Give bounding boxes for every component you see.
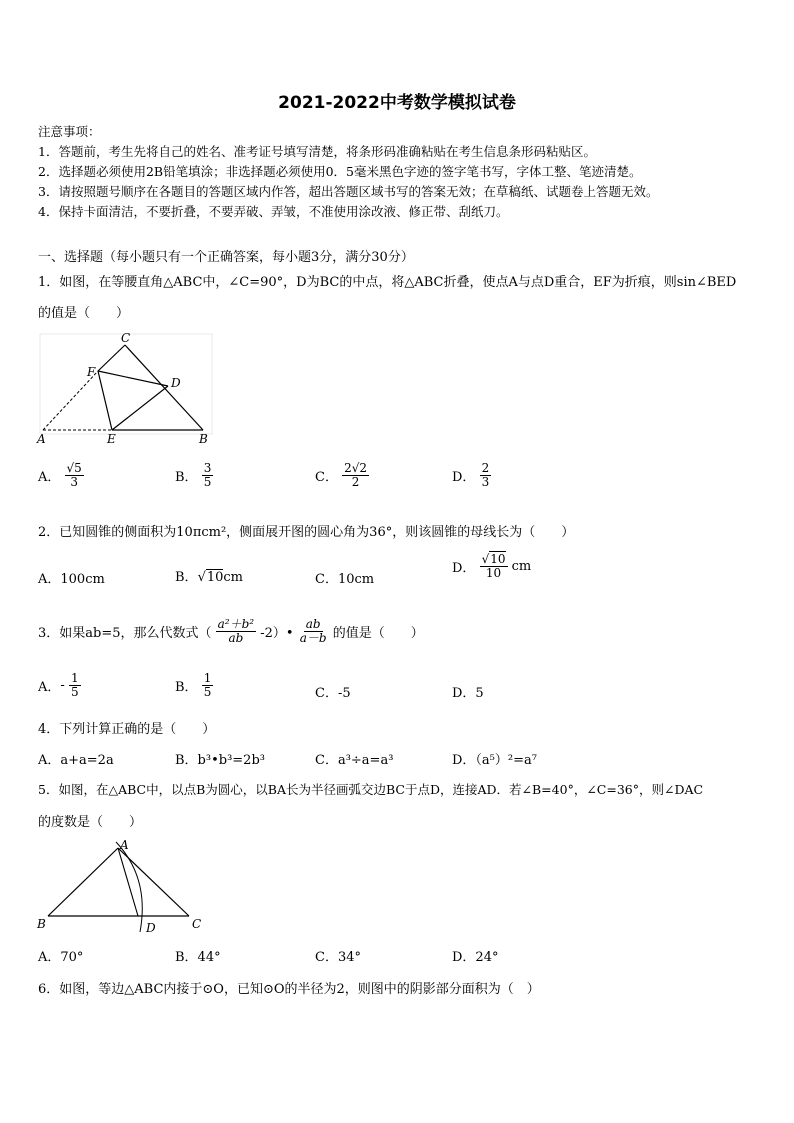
q1-option-a-label: A． — [38, 470, 61, 486]
q5-label-a: A — [120, 838, 129, 852]
q3-fraction-2 — [298, 618, 329, 645]
q1-option-d — [452, 462, 491, 489]
q2-option-d-label: D． — [452, 561, 476, 577]
q1-option-c-num: 2√2 — [344, 461, 368, 475]
q3-option-a — [38, 672, 81, 699]
q1-option-d-fraction — [480, 462, 492, 489]
q1-option-b — [175, 462, 213, 489]
section-heading: 一、选择题（每小题只有一个正确答案，每小题3分，满分30分） — [38, 250, 414, 265]
q1-option-c-den: 2 — [351, 475, 360, 490]
q5-label-b: B — [37, 917, 46, 931]
q2-option-b — [175, 566, 243, 585]
q4-option-b: B．b³•b³=2b³ — [175, 753, 265, 768]
q5-stem-line1: 5．如图，在△ABC中，以点B为圆心，以BA长为半径画弧交边BC于点D，连接AD．若∠B=40°，∠C=36°，则∠DAC — [38, 782, 704, 797]
q2-option-d — [452, 553, 531, 580]
q5-option-c: C．34° — [315, 950, 361, 965]
q3-option-d: D．5 — [452, 686, 484, 701]
note-item-2: 2．选择题必须使用2B铅笔填涂；非选择题必须使用0．5毫米黑色字迹的签字笔书写，字体工整、笔迹清楚。 — [38, 164, 642, 179]
q3-option-b-label: B． — [175, 680, 198, 696]
q5-label-c: C — [192, 917, 202, 931]
q1-option-a-den: 3 — [70, 475, 78, 490]
q4-option-d: D．（a⁵）²=a⁷ — [452, 753, 537, 768]
q3-option-a-fraction — [69, 672, 81, 699]
q5-label-d: D — [146, 921, 156, 935]
q1-label-e: E — [107, 432, 116, 446]
q2-option-d-fraction — [480, 553, 508, 580]
q1-line-fe — [98, 371, 112, 430]
q3-option-b — [175, 672, 213, 699]
q3-option-b-num: 1 — [203, 671, 212, 685]
q4-option-a: A．a+a=2a — [38, 753, 114, 768]
q3-fraction-1 — [216, 618, 256, 645]
q3-option-a-num: 1 — [70, 671, 79, 685]
q3-option-a-label: A． — [38, 680, 61, 696]
q2-option-b-radicand: 10 — [206, 570, 224, 585]
q2-option-b-label: B． — [175, 570, 198, 585]
q2-stem: 2．已知圆锥的侧面积为10πcm²，侧面展开图的圆心角为36°，则该圆锥的母线长为（ ） — [38, 525, 575, 540]
q4-option-c: C．a³÷a=a³ — [315, 753, 394, 768]
q3-stem — [38, 618, 424, 645]
q1-stem-line1: 1．如图，在等腰直角△ABC中，∠C=90°，D为BC的中点，将△ABC折叠，使点A与点D重合，EF为折痕，则sin∠BED — [38, 275, 737, 290]
q1-option-b-den: 5 — [203, 475, 212, 490]
q1-option-b-num: 3 — [203, 461, 212, 475]
q1-line-ed — [112, 386, 168, 430]
q1-line-fd — [98, 371, 168, 386]
q5-line-ab — [48, 848, 118, 916]
note-item-3: 3．请按照题号顺序在各题目的答题区域内作答，超出答题区域书写的答案无效；在草稿纸、试题卷上答题无效。 — [38, 184, 659, 199]
q2-option-d-unit: cm — [511, 559, 532, 575]
q5-option-b: B．44° — [175, 950, 221, 965]
sqrt-icon: √ — [197, 570, 206, 585]
q1-option-d-label: D． — [452, 470, 476, 486]
q3-fraction-2-num: ab — [305, 617, 321, 631]
q1-figure — [32, 328, 217, 446]
q1-label-b: B — [199, 432, 208, 446]
q1-line-af — [43, 371, 98, 430]
q2-option-d-radicand: 10 — [490, 552, 506, 566]
q1-option-d-num: 2 — [481, 461, 490, 475]
q1-option-d-den: 3 — [481, 475, 490, 490]
q2-option-a: A．100cm — [38, 572, 105, 587]
q1-label-d: D — [171, 376, 181, 390]
q3-prefix: 3．如果ab=5，那么代数式（ — [38, 626, 212, 642]
q1-stem-line2: 的值是（ ） — [38, 306, 130, 321]
q5-option-a: A．70° — [38, 950, 84, 965]
q5-figure — [32, 836, 212, 938]
q2-option-d-num: √10 — [481, 552, 506, 566]
note-item-1: 1．答题前，考生先将自己的姓名、准考证号填写清楚，将条形码准确粘贴在考生信息条形码粘贴区。 — [38, 144, 596, 159]
q5-stem-line2: 的度数是（ ） — [38, 815, 143, 830]
q3-option-a-den: 5 — [70, 685, 79, 700]
q3-fraction-2-den: a－b — [299, 631, 327, 646]
q3-suffix: 的值是（ ） — [332, 626, 424, 642]
q3-option-b-den: 5 — [203, 685, 212, 700]
q3-mid: -2）• — [260, 626, 294, 642]
page-title: 2021-2022中考数学模拟试卷 — [278, 93, 516, 113]
q3-fraction-1-num: a²＋b² — [217, 617, 255, 631]
q3-option-b-fraction — [202, 672, 214, 699]
q2-option-b-unit: cm — [223, 570, 244, 585]
notes-heading: 注意事项： — [38, 124, 101, 139]
q1-option-a — [38, 462, 84, 489]
q1-line-cf — [98, 345, 125, 371]
q1-option-a-num: √5 — [66, 461, 82, 475]
q1-option-c-label: C． — [315, 470, 338, 486]
q1-option-b-label: B． — [175, 470, 198, 486]
q1-option-c — [315, 462, 369, 489]
note-item-4: 4．保持卡面清洁，不要折叠，不要弄破、弄皱，不准使用涂改液、修正带、刮纸刀。 — [38, 204, 509, 219]
q3-fraction-1-den: ab — [228, 631, 244, 646]
q1-option-a-fraction — [65, 462, 84, 489]
q3-option-c: C．-5 — [315, 686, 351, 701]
q6-stem: 6．如图，等边△ABC内接于⊙O，已知⊙O的半径为2，则图中的阴影部分面积为（ ） — [38, 982, 540, 997]
q1-label-a: A — [37, 432, 46, 446]
q5-option-d: D．24° — [452, 950, 499, 965]
q1-label-c: C — [121, 331, 131, 345]
q3-option-a-sign: - — [60, 678, 65, 694]
q2-option-c: C．10cm — [315, 572, 375, 587]
q1-line-cb — [125, 345, 203, 430]
q1-label-f: F — [87, 365, 96, 379]
q4-stem: 4．下列计算正确的是（ ） — [38, 722, 216, 737]
q1-option-c-fraction — [342, 462, 369, 489]
q2-option-d-den: 10 — [485, 566, 502, 581]
q1-option-b-fraction — [202, 462, 214, 489]
